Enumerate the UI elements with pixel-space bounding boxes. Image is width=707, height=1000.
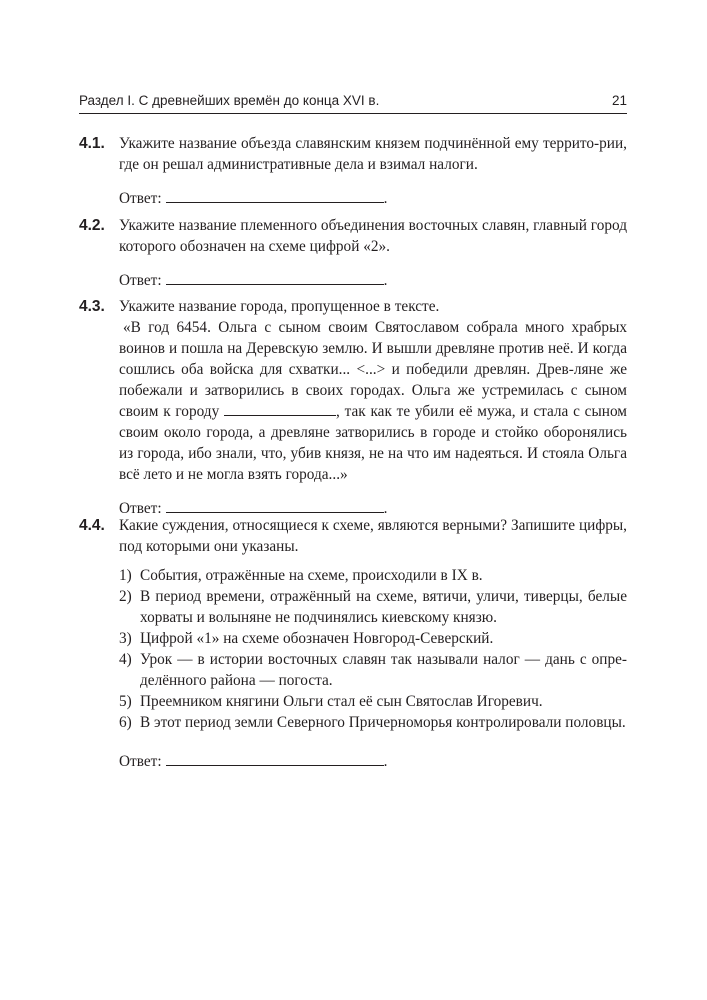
option-number: 4) (119, 651, 132, 668)
answer-period: . (383, 272, 388, 289)
missing-city-field[interactable] (224, 401, 336, 416)
answer-field[interactable] (166, 497, 384, 513)
answer-row (119, 187, 627, 209)
section-title: Раздел I. С древнейших времён до конца XVI в. (79, 93, 380, 108)
task-number: 4.2. (79, 217, 105, 234)
task-4-2 (79, 215, 627, 291)
option-number: 1) (119, 567, 132, 584)
option-text: Цифрой «1» на схеме обозначен Новгород-Северский. (140, 630, 494, 647)
quote-text-end: , так как те убили её мужа, и стала с сыном своим около города, а древляне затворились в городе и стойко оборонялись из города, ибо знали, что, убив князя, не на что им надеяться. И стояла Ольга всё лето и не могла взять города...» (119, 403, 627, 483)
answer-label: Ответ: (119, 753, 162, 770)
list-item (119, 649, 627, 691)
task-4-3 (79, 296, 627, 519)
task-question: Укажите название племенного объединения восточных славян, главный город которого обозначен на схеме цифрой «2». (119, 217, 627, 255)
answer-label: Ответ: (119, 272, 162, 289)
task-4-4 (79, 515, 627, 772)
answer-label: Ответ: (119, 500, 162, 517)
task-number: 4.1. (79, 135, 105, 152)
task-number: 4.3. (79, 298, 105, 315)
answer-field[interactable] (166, 187, 384, 203)
quote-text-start: «В год 6454. Ольга с сыном своим Святославом собрала много храбрых воинов и пошла на Деревскую землю. И вышли древляне против неё. И когда сошлись оба войска для схватки... <...> и победили древлян. Древ-ляне же побежали и затворились в своих городах. Ольга же устремилась с сыном своим к городу (119, 319, 627, 420)
option-number: 5) (119, 693, 132, 710)
option-number: 2) (119, 588, 132, 605)
task-question: Укажите название города, пропущенное в тексте. (119, 298, 440, 315)
task-question: Какие суждения, относящиеся к схеме, являются верными? Запишите цифры, под которыми они указаны. (119, 517, 627, 555)
answer-period: . (383, 500, 388, 517)
list-item (119, 691, 627, 712)
chronicle-quote (119, 317, 627, 485)
option-text: В этот период земли Северного Причерноморья контролировали половцы. (140, 714, 626, 731)
answer-field[interactable] (166, 750, 384, 766)
answer-field[interactable] (166, 269, 384, 285)
statement-list (119, 565, 627, 733)
option-text: Урок — в истории восточных славян так называли налог — дань с опре-делённого района — погоста. (140, 651, 627, 689)
list-item (119, 565, 627, 586)
answer-label: Ответ: (119, 190, 162, 207)
list-item (119, 628, 627, 649)
option-number: 6) (119, 714, 132, 731)
answer-period: . (383, 190, 388, 207)
answer-row (119, 269, 627, 291)
answer-row (119, 750, 627, 772)
list-item (119, 712, 627, 733)
answer-period: . (383, 753, 388, 770)
task-4-1 (79, 133, 627, 209)
list-item (119, 586, 627, 628)
option-text: События, отражённые на схеме, происходили в IX в. (140, 567, 483, 584)
running-head (79, 93, 627, 114)
option-number: 3) (119, 630, 132, 647)
option-text: В период времени, отражённый на схеме, вятичи, уличи, тиверцы, белые хорваты и волыняне не подчинялись киевскому князю. (140, 588, 627, 626)
page-number: 21 (611, 93, 627, 108)
task-number: 4.4. (79, 517, 105, 534)
task-question: Укажите название объезда славянским князем подчинённой ему террито-рии, где он решал административные дела и взимал налоги. (119, 135, 627, 173)
option-text: Преемником княгини Ольги стал её сын Святослав Игоревич. (140, 693, 543, 710)
